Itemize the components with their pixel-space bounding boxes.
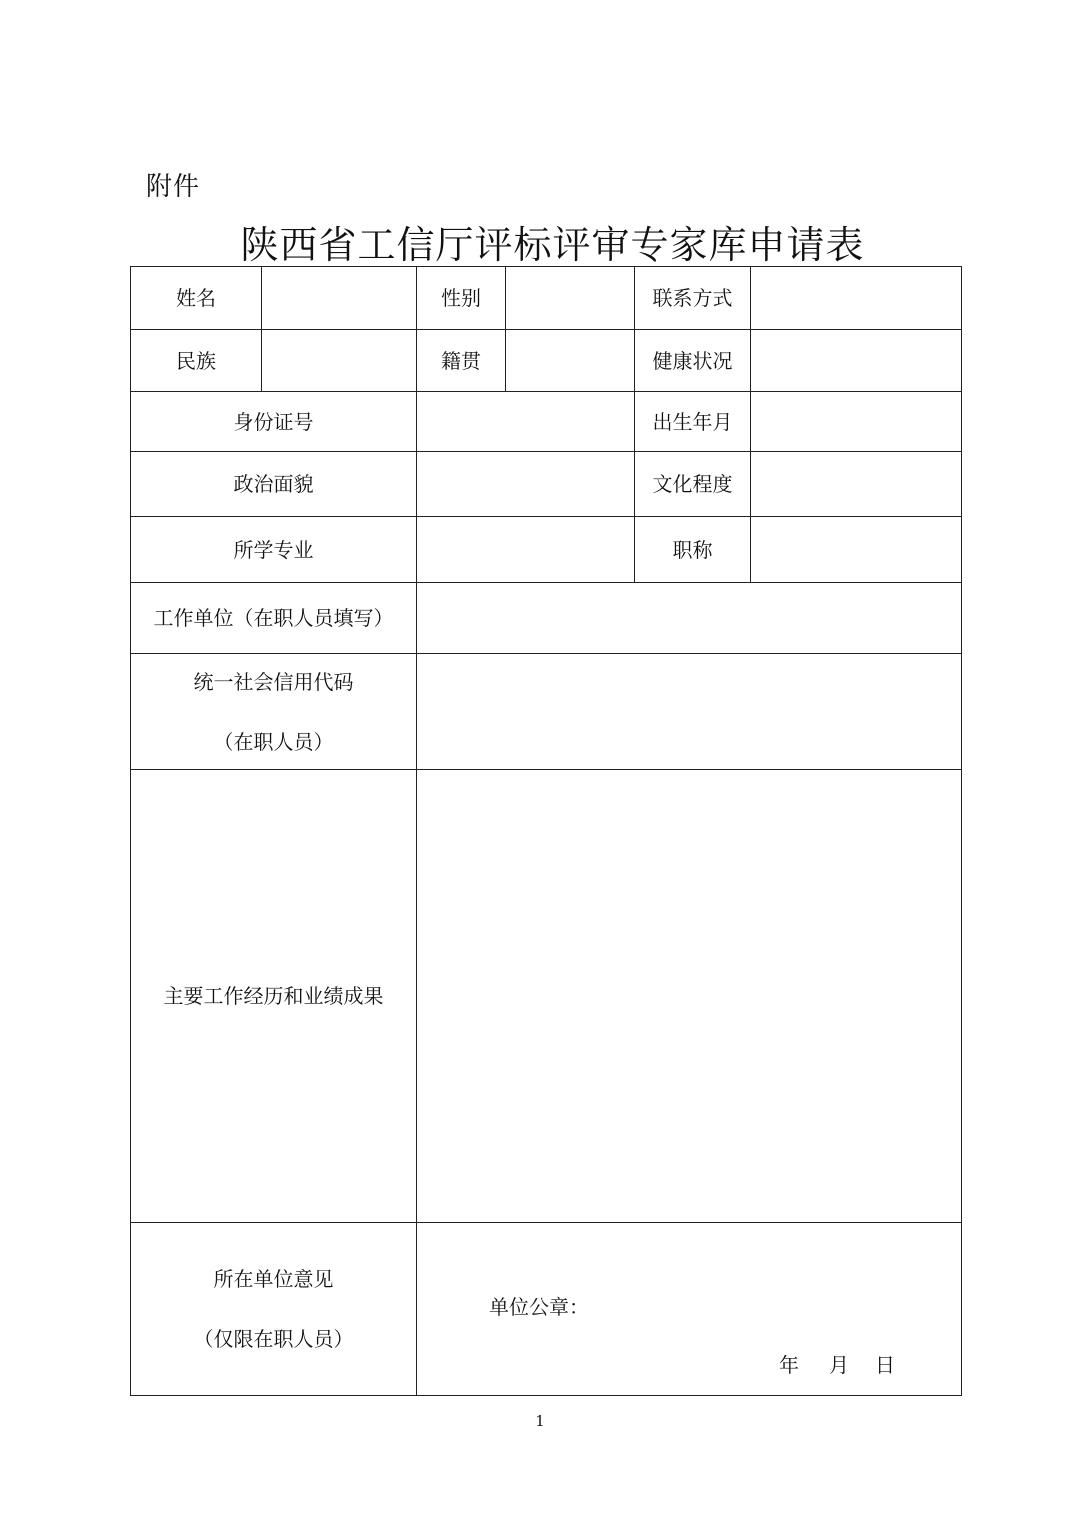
form-title: 陕西省工信厅评标评审专家库申请表 <box>240 223 865 267</box>
opinion-label-line1: 所在单位意见 <box>213 1267 334 1291</box>
credit-code-field[interactable] <box>416 654 961 769</box>
opinion-label-line2: （仅限在职人员） <box>193 1327 354 1351</box>
ethnicity-label: 民族 <box>176 348 216 373</box>
opinion-field[interactable] <box>416 1223 961 1395</box>
credit-code-label-line2: （在职人员） <box>213 729 334 754</box>
attachment-label: 附件 <box>146 172 201 202</box>
form-row-name <box>131 267 961 329</box>
seal-label: 单位公章： <box>489 1295 589 1319</box>
form-row-ethnicity <box>131 329 961 391</box>
political-field[interactable] <box>416 452 634 516</box>
political-label: 政治面貌 <box>233 472 314 496</box>
native-place-label: 籍贯 <box>416 330 505 391</box>
form-row-experience <box>131 769 961 1222</box>
form-row-political <box>131 451 961 516</box>
credit-code-label-line1: 统一社会信用代码 <box>193 669 354 694</box>
form-row-id-number <box>131 391 961 451</box>
professional-title-field[interactable] <box>750 517 961 582</box>
major-label: 所学专业 <box>233 537 314 562</box>
name-label: 姓名 <box>176 286 216 310</box>
credit-code-label <box>131 654 416 769</box>
date-month: 月 <box>829 1353 849 1377</box>
id-number-field[interactable] <box>416 392 634 451</box>
date-day: 日 <box>875 1353 895 1377</box>
opinion-label <box>131 1223 416 1395</box>
professional-title-label: 职称 <box>634 517 750 582</box>
birth-label: 出生年月 <box>634 392 750 451</box>
contact-field[interactable] <box>750 267 961 329</box>
birth-field[interactable] <box>750 392 961 451</box>
form-row-credit-code <box>131 653 961 769</box>
native-place-field[interactable] <box>505 330 634 391</box>
gender-label: 性别 <box>416 267 505 329</box>
health-label: 健康状况 <box>634 330 750 391</box>
employer-label: 工作单位（在职人员填写） <box>153 606 394 630</box>
education-label: 文化程度 <box>634 452 750 516</box>
contact-label: 联系方式 <box>634 267 750 329</box>
date-year: 年 <box>779 1353 799 1377</box>
id-number-label: 身份证号 <box>233 409 314 434</box>
experience-label: 主要工作经历和业绩成果 <box>163 984 384 1008</box>
form-row-opinion <box>131 1222 961 1395</box>
date-line <box>779 1353 895 1377</box>
employer-field[interactable] <box>416 583 961 653</box>
major-field[interactable] <box>416 517 634 582</box>
gender-field[interactable] <box>505 267 634 329</box>
application-form-table <box>130 266 962 1396</box>
page-number: 1 <box>535 1412 545 1430</box>
form-row-major <box>131 516 961 582</box>
ethnicity-field[interactable] <box>261 330 416 391</box>
form-row-employer <box>131 582 961 653</box>
experience-field[interactable] <box>416 770 961 1222</box>
health-field[interactable] <box>750 330 961 391</box>
name-field[interactable] <box>261 267 416 329</box>
education-field[interactable] <box>750 452 961 516</box>
